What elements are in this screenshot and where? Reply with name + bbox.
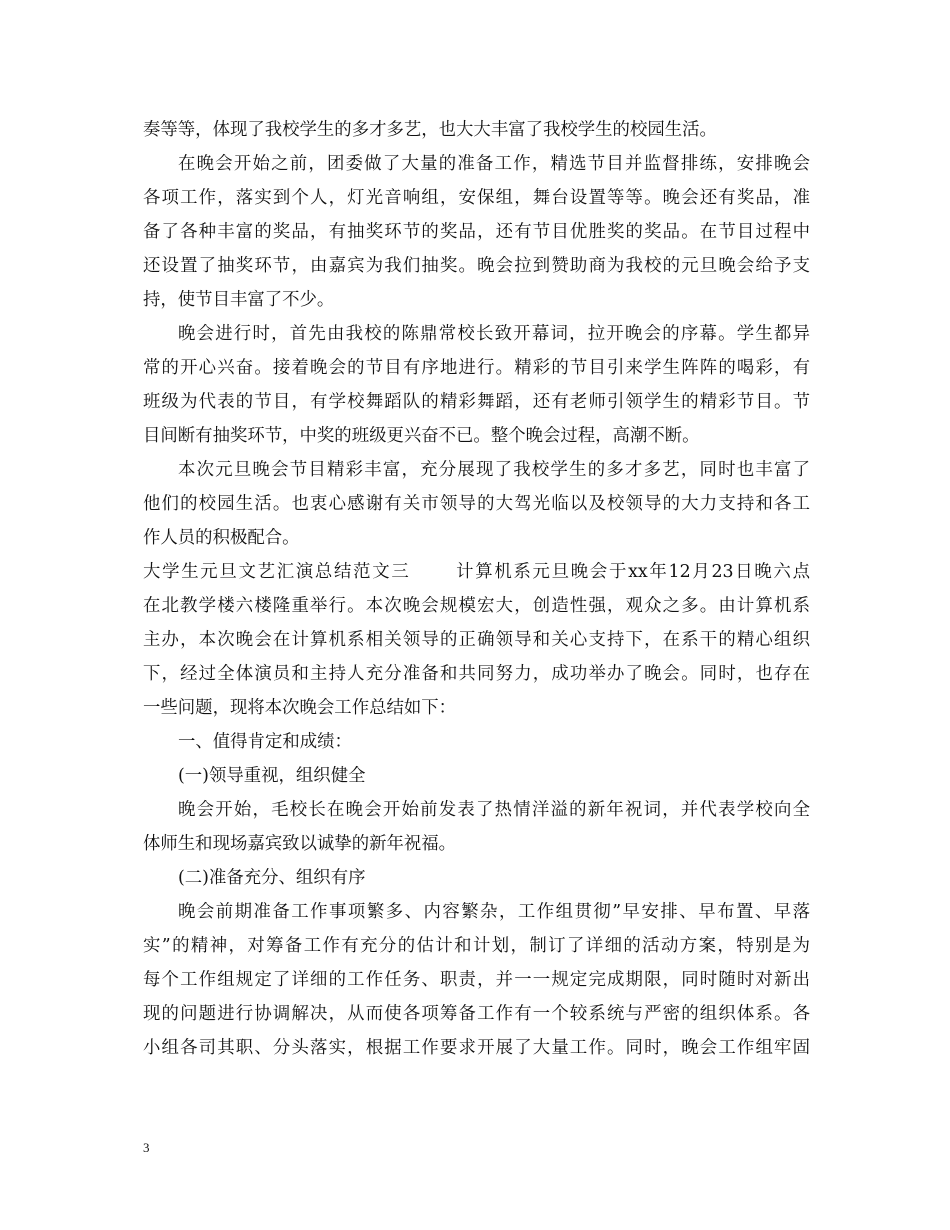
text-line: 晚会开始，毛校长在晚会开始前发表了热情洋溢的新年祝词，并代表学校向全 [178,800,810,820]
text-line: 还设置了抽奖环节，由嘉宾为我们抽奖。晚会拉到赞助商为我校的元旦晚会给予支 [143,256,810,276]
subheading: (二)准备充分、组织有序 [178,868,366,888]
text-line: 奏等等，体现了我校学生的多才多艺，也大大丰富了我校学生的校园生活。 [143,120,717,140]
text-line: 小组各司其职、分头落实，根据工作要求开展了大量工作。同时，晚会工作组牢固 [143,1038,810,1058]
text-line: 体师生和现场嘉宾致以诚挚的新年祝福。 [143,834,457,854]
subheading: (一)领导重视，组织健全 [178,766,366,786]
text-line: 目间断有抽奖环节，中奖的班级更兴奋不已。整个晚会过程，高潮不断。 [143,426,700,446]
text-line: 主办，本次晚会在计算机系相关领导的正确领导和关心支持下，在系干的精心组织 [143,630,810,650]
text-line: 现的问题进行协调解决，从而使各项筹备工作有一个较系统与严密的组织体系。各 [143,1004,810,1024]
text-line: 持，使节目丰富了不少。 [143,290,335,310]
text-line: 班级为代表的节目，有学校舞蹈队的精彩舞蹈，还有老师引领学生的精彩节目。节 [143,392,810,412]
text-line: 一些问题，现将本次晚会工作总结如下： [143,698,457,718]
text-line: 晚会进行时，首先由我校的陈鼎常校长致开幕词，拉开晚会的序幕。学生都异 [178,324,810,344]
text-line: 本次元旦晚会节目精彩丰富，充分展现了我校学生的多才多艺，同时也丰富了 [178,460,810,480]
section-intro: 计算机系元旦晚会于xx年12月23日晚六点 [454,562,810,582]
text-line: 在晚会开始之前，团委做了大量的准备工作，精选节目并监督排练，安排晚会 [178,154,810,174]
text-line: 下，经过全体演员和主持人充分准备和共同努力，成功举办了晚会。同时，也存在 [143,664,810,684]
document-body [143,113,810,1065]
text-line: 晚会前期准备工作事项繁多、内容繁杂，工作组贯彻”早安排、早布置、早落 [178,902,810,922]
text-line: 实”的精神，对筹备工作有充分的估计和计划，制订了详细的活动方案，特别是为 [143,936,810,956]
text-line: 各项工作，落实到个人，灯光音响组，安保组，舞台设置等等。晚会还有奖品，准 [143,188,810,208]
section-heading-line [143,555,810,589]
text-line: 备了各种丰富的奖品，有抽奖环节的奖品，还有节目优胜奖的奖品。在节目过程中 [143,222,810,242]
text-line: 在北教学楼六楼隆重举行。本次晚会规模宏大，创造性强，观众之多。由计算机系 [143,596,810,616]
text-line: 作人员的积极配合。 [143,528,300,548]
text-line: 每个工作组规定了详细的工作任务、职责，并一一规定完成期限，同时随时对新出 [143,970,810,990]
text-line: 他们的校园生活。也衷心感谢有关市领导的大驾光临以及校领导的大力支持和各工 [143,494,810,514]
subheading: 一、值得肯定和成绩： [178,732,352,752]
text-line: 常的开心兴奋。接着晚会的节目有序地进行。精彩的节目引来学生阵阵的喝彩，有 [143,358,810,378]
section-heading: 大学生元旦文艺汇演总结范文三 [143,562,411,582]
page-number: 3 [143,1140,150,1155]
